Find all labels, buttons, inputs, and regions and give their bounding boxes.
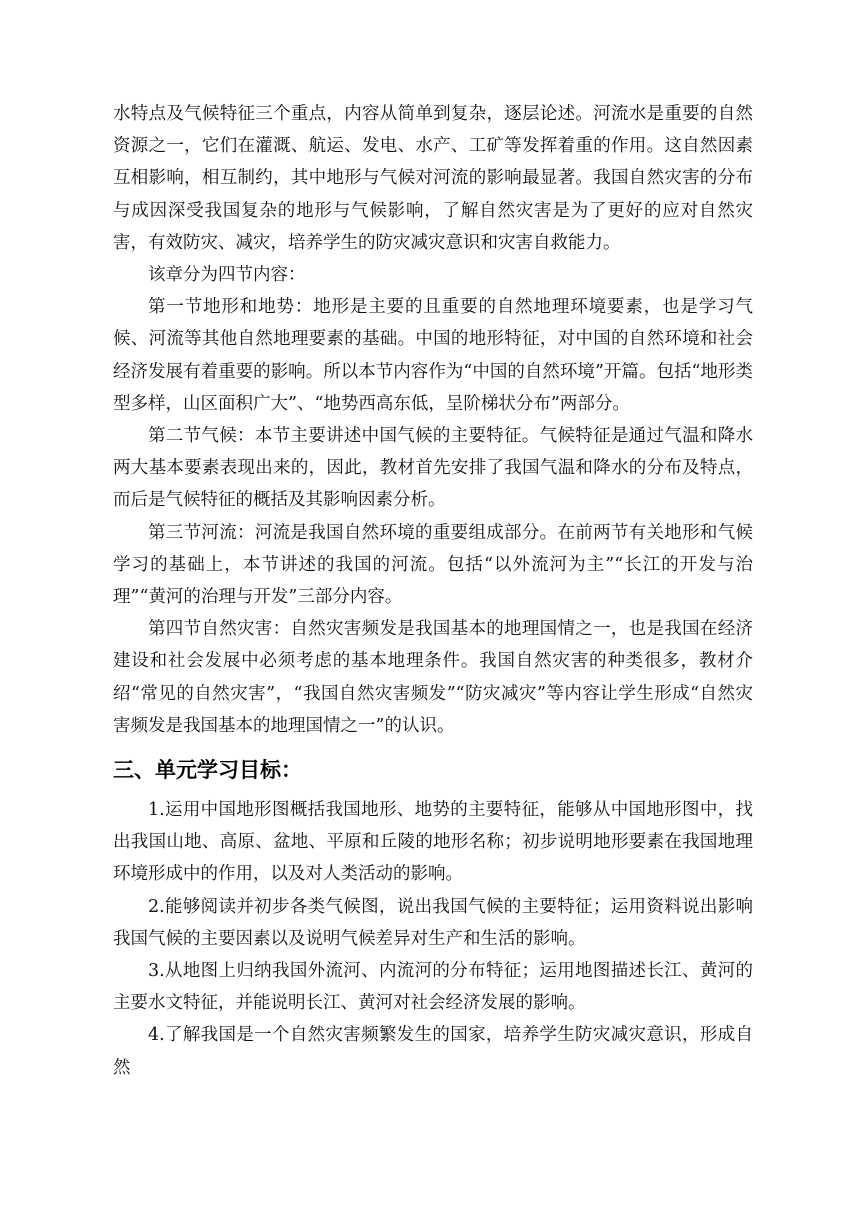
objective-item: 3.从地图上归纳我国外流河、内流河的分布特征；运用地图描述长江、黄河的主要水文特征，并能说明长江、黄河对社会经济发展的影响。 — [113, 961, 753, 1014]
chapter-overview-paragraph: 该章分为四节内容： — [148, 265, 306, 286]
section4-paragraph: 第四节自然灾害：自然灾害频发是我国基本的地理国情之一，也是我国在经济建设和社会发展中必须考虑的基本地理条件。我国自然灾害的种类很多，教材介绍“常见的自然灾害”，“我国自然灾害频发”“防灾减灾”等内容让学生形成“自然灾害频发是我国基本的地理国情之一”的认识。 — [113, 619, 753, 736]
section3-paragraph: 第三节河流：河流是我国自然环境的重要组成部分。在前两节有关地形和气候学习的基础上，本节讲述的我国的河流。包括“以外流河为主”“长江的开发与治理”“黄河的治理与开发”三部分内容。 — [113, 522, 753, 608]
section2-paragraph: 第二节气候：本节主要讲述中国气候的主要特征。气候特征是通过气温和降水两大基本要素表现出来的，因此，教材首先安排了我国气温和降水的分布及特点，而后是气候特征的概括及其影响因素分析。 — [113, 426, 753, 511]
section1-paragraph: 第一节地形和地势：地形是主要的且重要的自然地理环境要素，也是学习气候、河流等其他自然地理要素的基础。中国的地形特征，对中国的自然环境和社会经济发展有着重要的影响。所以本节内容作为“中国的自然环境”开篇。包括“地形类型多样，山区面积广大”、“地势西高东低，呈阶梯状分布”两部分。 — [113, 297, 753, 414]
intro-paragraph-continued: 水特点及气候特征三个重点，内容从简单到复杂，逐层论述。河流水是重要的自然资源之一，它们在灌溉、航运、发电、水产、工矿等发挥着重的作用。这自然因素互相影响，相互制约，其中地形与气候对河流的影响最显著。我国自然灾害的分布与成因深受我国复杂的地形与气候影响，了解自然灾害是为了更好的应对自然灾害，有效防灾、减灾，培养学生的防灾减灾意识和灾害自救能力。 — [113, 104, 753, 253]
objective-item: 4.了解我国是一个自然灾害频繁发生的国家，培养学生防灾减灾意识，形成自然 — [113, 1025, 753, 1078]
learning-objectives-heading: 三、单元学习目标： — [113, 758, 302, 783]
document-body — [113, 98, 753, 1084]
objective-item: 2.能够阅读并初步各类气候图，说出我国气候的主要特征；运用资料说出影响我国气候的主要因素以及说明气候差异对生产和生活的影响。 — [113, 896, 753, 949]
objective-item: 1.运用中国地形图概括我国地形、地势的主要特征，能够从中国地形图中，找出我国山地、高原、盆地、平原和丘陵的地形名称；初步说明地形要素在我国地理环境形成中的作用，以及对人类活动的影响。 — [113, 800, 753, 885]
